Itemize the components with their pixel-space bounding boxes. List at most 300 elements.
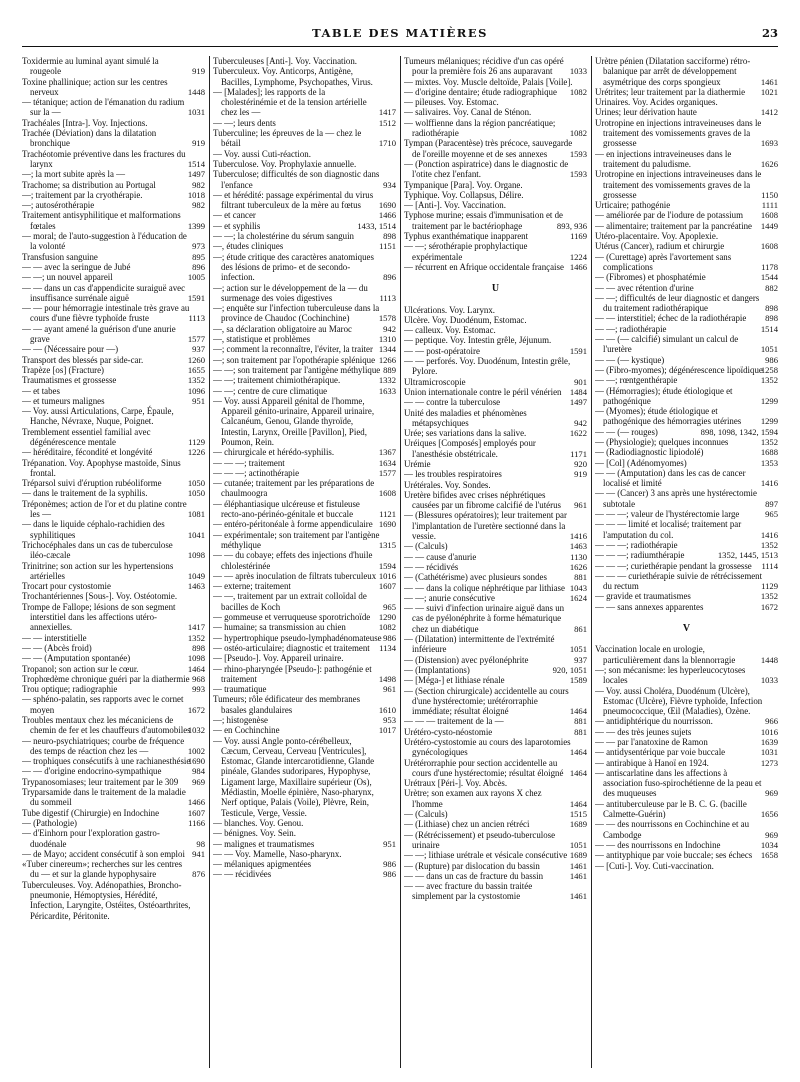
entry-text: Tuberculeuses [Anti-]. Voy. Vaccination. [213, 56, 358, 66]
entry-text: — — —; radiumthérapie [595, 550, 685, 561]
entry-page-ref: 896 [383, 272, 396, 283]
entry-page-ref: 941 [192, 848, 205, 859]
entry-text: — —; traitement chimiothérapique. [213, 375, 341, 386]
entry-text: Trocart pour cystostomie [22, 581, 111, 592]
entry-page-ref: 1171 [570, 448, 587, 459]
index-entry [404, 716, 587, 726]
entry-text: — tétanique; action de l'émanation du radium sur la — [22, 97, 185, 118]
index-entry [404, 480, 587, 490]
entry-text: — salivaires. Voy. Canal de Sténon. [404, 107, 532, 118]
index-entry [213, 684, 396, 694]
index-entry [22, 427, 205, 448]
entry-page-ref: 1018 [187, 189, 205, 200]
entry-text: Urotropine en injections intraveineuses dans le traitement des vomissements graves de la grossesse [595, 169, 762, 200]
entry-page-ref: 897 [765, 498, 778, 509]
index-entry [595, 355, 778, 365]
index-entry [213, 633, 396, 643]
index-entry [22, 808, 205, 818]
entry-text: — — —; traitement [213, 457, 285, 468]
entry-text: — —; radiothérapie [595, 323, 667, 334]
entry-text: — —; lithiase urétrale et vésicale consécutive [404, 850, 568, 861]
entry-text: Trachée (Déviation) dans la dilatation bronchique [22, 128, 157, 149]
entry-text: Trypanosomiases; leur traitement par le 309 [22, 776, 179, 787]
entry-text: — —; la cholestérine du sérum sanguin [213, 231, 354, 242]
entry-page-ref: 1353 [760, 457, 778, 468]
entry-text: — mélaniques apigmentées [213, 859, 312, 870]
entry-text: Trochantériennes [Sous-]. Voy. Ostéotomie. [22, 591, 178, 602]
entry-text: Vaccination locale en urologie, particulièrement dans la blennorragie [595, 644, 736, 665]
index-entry [213, 241, 396, 251]
entry-text: — trophiques consécutifs à une rachianesthésie [22, 756, 191, 767]
index-column-3 [404, 56, 587, 1068]
index-entry [22, 736, 205, 757]
entry-page-ref: 1672 [760, 601, 778, 612]
entry-page-ref: 986 [765, 354, 778, 365]
entry-text: Urétraux [Péri-]. Voy. Abcès. [404, 778, 508, 789]
index-entry [595, 819, 778, 840]
entry-text: Trinitrine; son action sur les hypertensions artérielles [22, 560, 174, 581]
entry-page-ref: 1017 [378, 725, 396, 736]
entry-text: Tympanique [Para]. Voy. Organe. [404, 179, 523, 190]
entry-page-ref: 1344 [378, 344, 396, 355]
index-entry [404, 490, 587, 511]
index-entry [213, 334, 396, 344]
index-entry [22, 859, 205, 880]
entry-page-ref: 1290 [378, 612, 396, 623]
entry-text: Tuberculeux. Voy. Anticorps, Antigène, Bacilles, Lymphome, Psychopathes, Virus. [213, 66, 373, 87]
entry-text: — alimentaire; traitement par la pancréatine [595, 220, 752, 231]
index-entry [595, 210, 778, 220]
entry-page-ref: 1498 [378, 673, 396, 684]
index-entry [404, 335, 587, 345]
index-entry [404, 97, 587, 107]
entry-page-ref: 1463 [569, 541, 587, 552]
entry-text: Urotropine en injections intraveineuses dans le traitement des vomissements graves de la grossesse [595, 117, 762, 149]
entry-page-ref: 1690 [378, 519, 396, 530]
index-entry [404, 552, 587, 562]
entry-page-ref: 1016 [760, 726, 778, 737]
index-entry [213, 725, 396, 735]
index-entry [595, 231, 778, 241]
entry-text: — (Ponction aspiratrice) dans le diagnostic de l'otite chez l'enfant. [404, 158, 569, 180]
entry-page-ref: 898 [765, 313, 778, 324]
index-entry [22, 766, 205, 776]
entry-page-ref: 1224 [569, 251, 587, 262]
entry-text: Troubles mentaux chez les mécaniciens de chemin de fer et les chauffeurs d'automobiles [22, 715, 191, 736]
index-entry [213, 849, 396, 859]
entry-page-ref: 1464 [187, 663, 205, 674]
entry-page-ref: 1690 [187, 756, 205, 767]
entry-text: — — avec fracture du bassin traitée simplement par la cystostomie [404, 881, 533, 902]
index-entry [404, 778, 587, 788]
entry-text: — Voy. aussi Cuti-réaction. [213, 148, 311, 159]
entry-page-ref: 973 [192, 241, 205, 252]
index-entry [595, 540, 778, 550]
entry-page-ref: 919 [192, 138, 205, 149]
index-entry [404, 603, 587, 634]
entry-text: — et tabes [22, 385, 60, 396]
index-entry [213, 66, 396, 87]
index-entry [595, 406, 778, 427]
index-entry [213, 550, 396, 571]
index-entry [22, 231, 205, 252]
entry-page-ref: 898 [383, 231, 396, 242]
index-entry [213, 818, 396, 828]
index-entry [22, 252, 205, 262]
entry-text: Tremblement essentiel familial avec dégénérescence mentale [22, 426, 151, 447]
index-entry [22, 684, 205, 694]
index-entry [404, 469, 587, 479]
entry-text: — — avec la seringue de Jubé [22, 261, 131, 272]
entry-page-ref: 969 [192, 776, 205, 787]
entry-text: — — dans un cas de fracture du bassin [404, 870, 544, 881]
entry-text: — sphéno-palatin, ses rapports avec le cornet moyen [22, 694, 184, 715]
entry-text: — (Lithiase) chez un ancien rétréci [404, 819, 530, 830]
entry-page-ref: 1624 [569, 592, 587, 603]
index-entry [22, 715, 205, 736]
entry-page-ref: 1266 [378, 354, 396, 365]
entry-page-ref: 1034 [760, 839, 778, 850]
entry-page-ref: 1639 [760, 737, 778, 747]
entry-text: — moral; de l'auto-suggestion à l'éducation de la volonté [22, 231, 187, 252]
index-entry [404, 315, 587, 325]
entry-page-ref: 1310 [378, 334, 396, 345]
entry-page-ref: 1688 [760, 447, 778, 458]
entry-page-ref: 1464 [569, 798, 587, 809]
entry-text: — (Fibromes) et phosphatémie [595, 272, 706, 283]
entry-page-ref: 1461 [760, 76, 778, 87]
entry-page-ref: 1352 [760, 436, 778, 447]
entry-text: — — interstitiel; échec de la radiothérapie [595, 313, 747, 324]
index-entry [595, 602, 778, 612]
index-entry [404, 850, 587, 860]
index-entry [404, 231, 587, 241]
index-entry [595, 519, 778, 540]
entry-text: — (Dilatation) intermittente de l'extrémité inférieure [404, 634, 555, 655]
entry-text: — améliorée par de l'iodure de potassium [595, 210, 743, 221]
index-entry [22, 272, 205, 282]
index-entry [404, 572, 587, 582]
index-entry [404, 593, 587, 603]
index-entry [595, 200, 778, 210]
index-entry [22, 169, 205, 179]
index-entry [22, 787, 205, 808]
index-entry [213, 210, 396, 220]
entry-text: — et tumeurs malignes [22, 395, 105, 406]
entry-page-ref: 1608 [760, 210, 778, 221]
entry-page-ref: 881 [574, 572, 587, 583]
index-entry [22, 149, 205, 170]
entry-page-ref: 984 [192, 766, 205, 777]
index-entry [404, 675, 587, 685]
entry-text: — antirabique à Hanoï en 1924. [595, 757, 709, 768]
entry-page-ref: 1544 [760, 272, 778, 283]
entry-text: Urines; leur dérivation haute [595, 107, 697, 118]
entry-page-ref: 1497 [187, 169, 205, 180]
index-entry [595, 591, 778, 601]
index-entry [404, 377, 587, 387]
index-entry [22, 396, 205, 406]
entry-text: Ulcérations. Voy. Larynx. [404, 304, 496, 315]
entry-text: Trépanation. Voy. Apophyse mastoïde, Sinus frontal. [22, 457, 181, 478]
entry-page-ref: 951 [192, 395, 205, 406]
index-entry [404, 305, 587, 315]
entry-text: — (Radiodiagnostic lipiodolé) [595, 447, 704, 458]
entry-text: — d'Einhorn pour l'exploration gastro-duodénale [22, 828, 160, 849]
index-entry [22, 561, 205, 582]
index-entry [404, 180, 587, 190]
entry-text: —; comment la reconnaître, l'éviter, la traiter [213, 344, 373, 355]
entry-text: Trou optique; radiographie [22, 684, 118, 695]
entry-page-ref: 937 [192, 344, 205, 355]
entry-text: —; enquête sur l'infection tuberculeuse dans la province de Chaudoc (Cochinchine) [213, 303, 380, 324]
section-letter: V [682, 623, 691, 635]
index-entry [22, 664, 205, 674]
index-entry [595, 324, 778, 334]
entry-page-ref: 1352 [760, 591, 778, 602]
entry-page-ref: 937 [574, 654, 587, 665]
entry-page-ref: 1417 [378, 107, 396, 118]
entry-text: Utérus (Cancer), radium et chirurgie [595, 241, 725, 252]
entry-page-ref: 898 [192, 642, 205, 653]
entry-text: Trophœdème chronique guéri par la diathermie [22, 673, 190, 684]
index-entry [404, 325, 587, 335]
index-entry [595, 427, 778, 437]
index-entry [404, 241, 587, 262]
entry-text: — et syphilis [213, 220, 261, 231]
entry-text: —; son traitement par l'opothérapie splénique [213, 354, 376, 365]
column-divider [591, 56, 592, 1068]
index-entry [213, 56, 396, 66]
entry-text: — antidysentérique par voie buccale [595, 747, 726, 758]
entry-text: Tropanol; son action sur le cœur. [22, 663, 139, 674]
entry-text: — — —; curiethérapie pendant la grossesse [595, 560, 752, 571]
entry-page-ref: 1690 [378, 200, 396, 211]
index-entry [213, 530, 396, 551]
entry-text: — Voy. aussi Angle ponto-cérébelleux, Cæcum, Cerveau, Cerveau [Ventricules], Estomac, Glande intercarotidienne, Glande pinéale, Glandes sudoripares, Hypophyse, Ligament large, Maxillaire supérieur (Os), Médiastin, Moelle épinière, Naso-pharynx, Nerf optique, Palais (Voile), Plèvre, Rein, Testicule, Verge, Vessie. [213, 735, 375, 818]
entry-page-ref: 953 [383, 715, 396, 725]
entry-page-ref: 1658 [760, 850, 778, 861]
entry-text: —, statistique et problèmes [213, 334, 311, 345]
index-entry [22, 849, 205, 859]
entry-text: — — (— kystique) [595, 354, 665, 365]
entry-page-ref: 965 [383, 601, 396, 612]
index-entry [404, 871, 587, 881]
index-entry [22, 262, 205, 272]
entry-text: —; action sur le développement de la — du surmenage des voies digestives [213, 282, 368, 303]
entry-text: — dans le liquide céphalo-rachidien des syphilitiques [22, 519, 165, 540]
entry-text: — — post-opératoire [404, 345, 480, 356]
index-entry [22, 344, 205, 354]
entry-text: — — pour hémorragie intestinale très grave au cours d'une fièvre typhoïde fruste [22, 303, 190, 324]
entry-text: — et cancer [213, 210, 256, 221]
entry-text: — [Malades]; les rapports de la cholestérinémie et de la tension artérielle chez les — [213, 86, 367, 118]
entry-page-ref: 1399 [187, 220, 205, 231]
entry-text: — — interstitielle [22, 632, 87, 643]
entry-text: Uréiques [Composés] employés pour l'anesthésie obstétricale. [404, 438, 536, 459]
entry-page-ref: 1050 [187, 478, 205, 489]
entry-page-ref: 1352 [760, 375, 778, 386]
entry-page-ref: 1367 [378, 447, 396, 458]
index-entry [404, 510, 587, 541]
entry-text: — — — curiethérapie suivie de rétrécissement du rectum [595, 570, 763, 592]
entry-text: — gommeuse et verruqueuse sporotrichoïde [213, 612, 371, 623]
entry-page-ref: 895 [192, 251, 205, 262]
entry-page-ref: 1043 [569, 582, 587, 593]
index-entry [213, 715, 396, 725]
index-entry [213, 231, 396, 241]
index-entry [213, 252, 396, 283]
index-entry [22, 118, 205, 128]
entry-page-ref: 1098 [187, 550, 205, 561]
index-entry [213, 149, 396, 159]
entry-page-ref: 1416 [760, 529, 778, 540]
index-entry [595, 768, 778, 799]
entry-page-ref: 1151 [379, 241, 396, 252]
entry-page-ref: 1589 [569, 675, 587, 686]
entry-text: Typhose murine; essais d'immunisation et de traitement par le bactériophage [404, 210, 563, 231]
entry-page-ref: 1484 [569, 386, 587, 397]
entry-text: — —; son traitement par l'antigène méthylique [213, 364, 381, 375]
entry-page-ref: 98 [196, 838, 205, 849]
index-entry [22, 283, 205, 304]
entry-page-ref: 1081 [187, 509, 205, 520]
entry-text: — — ayant amené la guérison d'une anurie grave [22, 323, 176, 345]
index-entry [213, 612, 396, 622]
entry-text: — — (Nécessaire pour —) [22, 344, 119, 355]
index-entry [213, 87, 396, 118]
index-entry [213, 581, 396, 591]
entry-page-ref: 1299 [760, 395, 778, 406]
index-entry [595, 468, 778, 489]
index-entry [22, 581, 205, 591]
header-rule [22, 46, 778, 47]
entry-text: — — cause d'anurie [404, 551, 477, 562]
entry-text: — — dans la colique néphrétique par lithiase [404, 582, 565, 593]
entry-page-ref: 1607 [378, 581, 396, 592]
entry-text: Trompe de Fallope; lésions de son segment interstitiel dans les affections utéro-annexielles. [22, 601, 176, 633]
index-entry [22, 365, 205, 375]
entry-page-ref: 969 [765, 788, 778, 799]
index-entry [595, 737, 778, 747]
column-divider [400, 56, 401, 1068]
index-entry [22, 499, 205, 520]
column-divider [209, 56, 210, 1068]
entry-text: — antityphique par voie buccale; ses échecs [595, 850, 753, 861]
index-entry [404, 819, 587, 829]
index-entry [595, 313, 778, 323]
entry-page-ref: 1134 [379, 642, 396, 653]
index-entry [404, 56, 587, 77]
index-entry [595, 87, 778, 97]
entry-text: — éléphantiasique ulcéreuse et fistuleuse recto-ano-périnéo-génitale et buccale [213, 498, 360, 520]
index-entry [595, 293, 778, 314]
entry-text: — calleux. Voy. Estomac. [404, 325, 496, 336]
entry-page-ref: 1578 [378, 313, 396, 324]
entry-text: — pileuses. Voy. Estomac. [404, 97, 499, 108]
index-entry [22, 406, 205, 427]
entry-page-ref: 881 [574, 716, 587, 727]
entry-text: — (Curettage) après l'avortement sans complications [595, 251, 732, 272]
index-entry [404, 809, 587, 819]
entry-page-ref: 876 [192, 869, 205, 880]
entry-page-ref: 1594 [378, 560, 396, 571]
entry-page-ref: 1114 [761, 560, 778, 571]
index-entry [595, 169, 778, 200]
entry-text: Traitement antisyphilitique et malformations fœtales [22, 210, 181, 231]
index-entry [595, 97, 778, 107]
entry-page-ref: 986 [383, 632, 396, 643]
entry-page-ref: 896 [192, 261, 205, 272]
entry-page-ref: 1416 [760, 478, 778, 489]
entry-page-ref: 1591 [187, 292, 205, 303]
index-entry [595, 644, 778, 665]
entry-page-ref: 1626 [760, 158, 778, 169]
index-entry [22, 180, 205, 190]
index-entry [595, 241, 778, 251]
entry-page-ref: 1041 [187, 529, 205, 540]
entry-page-ref: 1448 [760, 654, 778, 665]
entry-text: — neuro-psychiatriques; courbe de fréquence des temps de réaction chez les — [22, 735, 185, 756]
entry-text: — —; centre de cure climatique [213, 385, 328, 396]
entry-text: Urinaires. Voy. Acides organiques. [595, 97, 718, 108]
entry-page-ref: 1113 [379, 292, 396, 303]
entry-page-ref: 882 [765, 282, 778, 293]
index-entry [213, 386, 396, 396]
entry-text: — —; un nouvel appareil [22, 272, 113, 283]
index-entry [595, 149, 778, 170]
entry-text: — entéro-péritonéale à forme appendiculaire [213, 519, 373, 530]
entry-page-ref: 1031 [187, 107, 205, 118]
entry-page-ref: 1098 [187, 653, 205, 664]
entry-text: Urétrites; leur traitement par la diathermie [595, 86, 746, 97]
entry-page-ref: 1033 [569, 66, 587, 77]
entry-page-ref: 1352 [760, 539, 778, 550]
entry-text: — [Pseudo-]. Voy. Appareil urinaire. [213, 653, 344, 664]
entry-page-ref: 919 [192, 66, 205, 77]
entry-page-ref: 1166 [188, 817, 205, 828]
index-entry [22, 386, 205, 396]
entry-page-ref: 1514 [760, 323, 778, 334]
entry-page-ref: 1051 [569, 839, 587, 850]
index-entry [213, 118, 396, 128]
entry-text: — — récidivés [404, 561, 459, 572]
index-entry [595, 334, 778, 355]
entry-page-ref: 1448 [187, 86, 205, 97]
entry-page-ref: 969 [765, 829, 778, 840]
entry-text: Union internationale contre le péril vénérien [404, 386, 562, 397]
index-entry [213, 571, 396, 581]
entry-page-ref: 986 [383, 869, 396, 880]
entry-text: — (Implantations) [404, 664, 470, 675]
entry-page-ref: 986 [383, 859, 396, 870]
index-entry [404, 562, 587, 572]
index-entry [213, 396, 396, 447]
entry-text: — (Hémorragies); étude étiologique et pathogénique [595, 385, 733, 406]
entry-page-ref: 1031 [760, 747, 778, 758]
entry-text: — — — limité et localisé; traitement par l'amputation du col. [595, 519, 742, 540]
entry-text: — [Cuti-]. Voy. Cuti-vaccination. [595, 860, 714, 871]
entry-page-ref: 919 [574, 469, 587, 480]
index-entry [595, 437, 778, 447]
entry-text: Urètre; son examen aux rayons X chez l'homme [404, 788, 542, 809]
entry-text: — [Méga-] et lithiase rénale [404, 675, 505, 686]
index-entry [595, 107, 778, 117]
index-entry [213, 859, 396, 869]
entry-text: — (Rupture) par dislocation du bassin [404, 860, 540, 871]
index-entry [22, 591, 205, 601]
index-entry [22, 519, 205, 540]
